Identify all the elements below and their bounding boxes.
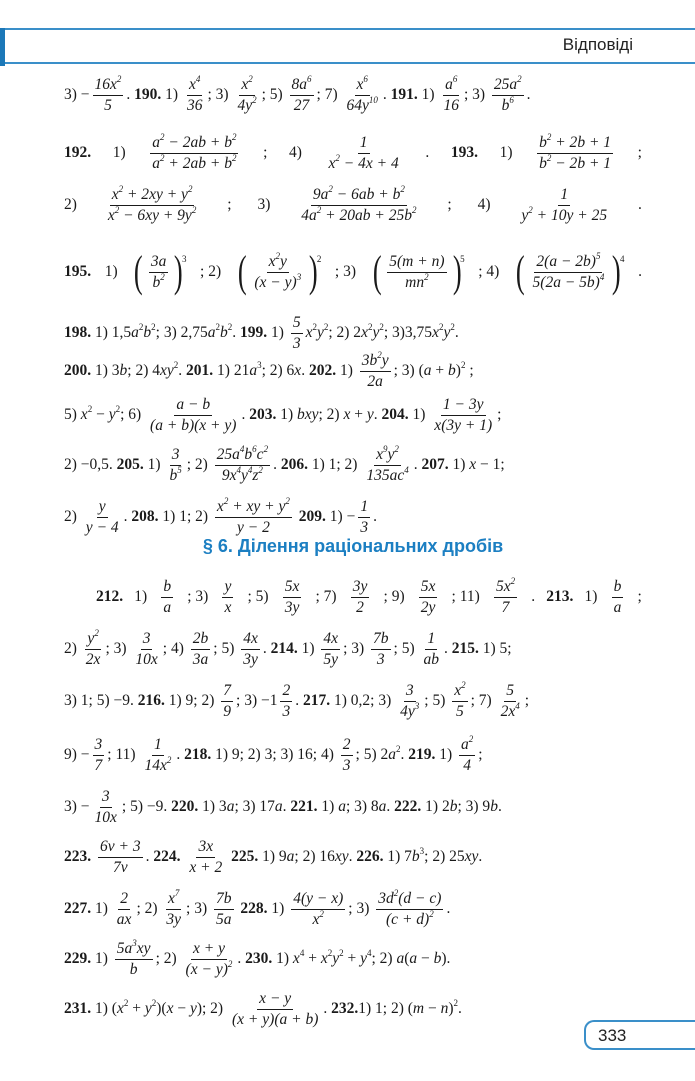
answer-line: 2) $\frac{x^2 + 2xy + y^2}{x^2 - 6xy + 9y^2}$ ; 3) $\frac{9a^2 - 6ab + b^2}{4a^2 + 20ab + 25b^2}$ ; 4) $\frac{1}{y^2 + 10y + 25}$ . (64, 183, 642, 224)
header-rule-top (5, 28, 695, 30)
answer-line: 9) − $\frac{3}{7}$ ; 11) $\frac{1}{14x^2}$ . 218. 1) 9; 2) 3; 3) 16; 4) $\frac{2}{3}$ ; 5) $2a^2$. 219. 1) $\frac{a^2}{4}$ ; (64, 733, 483, 774)
answer-line: 231. 1) $(x^2 + y^2)(x - y)$; 2) $\frac{x - y}{(x + y)(a + b)}$ . 232.1) 1; 2) $(m - n)^2$. (64, 989, 462, 1028)
answer-line: 2) $\frac{y}{y - 4}$ . 208. 1) 1; 2) $\frac{x^2 + xy + y^2}{y - 2}$ 209. 1) − $\frac{1}{3}$ . (64, 495, 377, 536)
answer-line: 3) 1; 5) −9. 216. 1) 9; 2) $\frac{7}{9}$ ; 3) −1 $\frac{2}{3}$ . 217. 1) 0,2; 3) $\frac{3}{4y^3}$ ; 5) $\frac{x^2}{5}$ ; 7) $\frac{5}{2x^4}$ ; (64, 679, 530, 720)
answer-line: 212. 1) $\frac{b}{a}$ ; 3) $\frac{y}{x}$ ; 5) $\frac{5x}{3y}$ ; 7) $\frac{3y}{2}$ ; 9) $\frac{5x}{2y}$ ; 11) $\frac{5x^2}{7}$ . 213. 1) $\frac{b}{a}$ ; (96, 575, 642, 616)
running-header (0, 28, 695, 66)
answer-line: 3) − $\frac{3}{10x}$ ; 5) −9. 220. 1) 3a; 3) 17a. 221. 1) a; 3) 8a. 222. 1) 2b; 3) 9b. (64, 787, 502, 826)
answer-line: 200. 1) 3b; 2) $4xy^2$. 201. 1) $21a^3$; 2) 6x. 202. 1) $\frac{3b^2y}{2a}$ ; 3) $(a + b)^2$ ; (64, 349, 474, 390)
page-number: 333 (598, 1026, 627, 1045)
answer-line: 3) − $\frac{16x^2}{5}$ . 190. 1) $\frac{x^4}{36}$ ; 3) $\frac{x^2}{4y^2}$ ; 5) $\frac{8a^6}{27}$ ; 7) $\frac{x^6}{64y^{10}}$ . 191. 1) $\frac{a^6}{16}$ ; 3) $\frac{25a^2}{b^6}$ . (64, 73, 531, 114)
answer-line: 5) $x^2 - y^2$; 6) $\frac{a - b}{(a + b)(x + y)}$ . 203. 1) bxy; 2) x + y. 204. 1) $\frac{1 - 3y}{x(3y + 1)}$ ; (64, 395, 502, 434)
header-rule-bottom (5, 62, 695, 64)
header-accent-bar (0, 28, 5, 66)
answer-line: 227. 1) $\frac{2}{ax}$ ; 2) $\frac{x^7}{3y}$ ; 3) $\frac{7b}{5a}$ 228. 1) $\frac{4(y - x)}{x^2}$ ; 3) $\frac{3d^2(d - c)}{(c + d)^2}$ . (64, 887, 451, 928)
answer-line: 223. $\frac{6v + 3}{7v}$ . 224. $\frac{3x}{x + 2}$ 225. 1) 9a; 2) 16xy. 226. 1) $7b^3$; 2) 25xy. (64, 837, 483, 876)
section-title: § 6. Ділення раціональних дробів (202, 536, 504, 556)
answer-line: 192. 1) $\frac{a^2 - 2ab + b^2}{a^2 + 2ab + b^2}$ ; 4) $\frac{1}{x^2 - 4x + 4}$ . 193. 1) $\frac{b^2 + 2b + 1}{b^2 - 2b + 1}$ ; (64, 131, 642, 172)
answer-line: 229. 1) $\frac{5a^3xy}{b}$ ; 2) $\frac{x + y}{(x - y)^2}$ . 230. 1) $x^4 + x^2y^2 + y^4$; 2) a(a − b). (64, 937, 451, 978)
answer-line: 195. 1) ( $\frac{3a}{b^2}$ ) 3 ; 2) ( $\frac{x^2y}{(x - y)^3}$ ) 2 ; 3) ( $\frac{5(m + n)}{mn^2}$ ) 5 ; 4) ( $\frac{2(a - 2b)^5}{5(2a - 5b)^4}$ ) 4 . (64, 247, 642, 296)
header-title: Відповіді (562, 35, 633, 54)
answer-line: 198. 1) $1,5a^2b^2$; 3) $2,75a^2b^2$. 199. 1) $\frac{5}{3}$ $x^2y^2$; 2) $2x^2y^2$; $3)3,75x^2y^2$. (64, 313, 459, 352)
page-number-tab (584, 1020, 695, 1050)
answer-line: 2) −0,5. 205. 1) $\frac{3}{b^5}$ ; 2) $\frac{25a^4b^6c^2}{9x^4y^4z^2}$ . 206. 1) 1; 2) $\frac{x^9y^2}{135ac^4}$ . 207. 1) x − 1; (64, 443, 505, 484)
answer-line: 2) $\frac{y^2}{2x}$ ; 3) $\frac{3}{10x}$ ; 4) $\frac{2b}{3a}$ ; 5) $\frac{4x}{3y}$ . 214. 1) $\frac{4x}{5y}$ ; 3) $\frac{7b}{3}$ ; 5) $\frac{1}{ab}$ . 215. 1) 5; (64, 627, 512, 668)
